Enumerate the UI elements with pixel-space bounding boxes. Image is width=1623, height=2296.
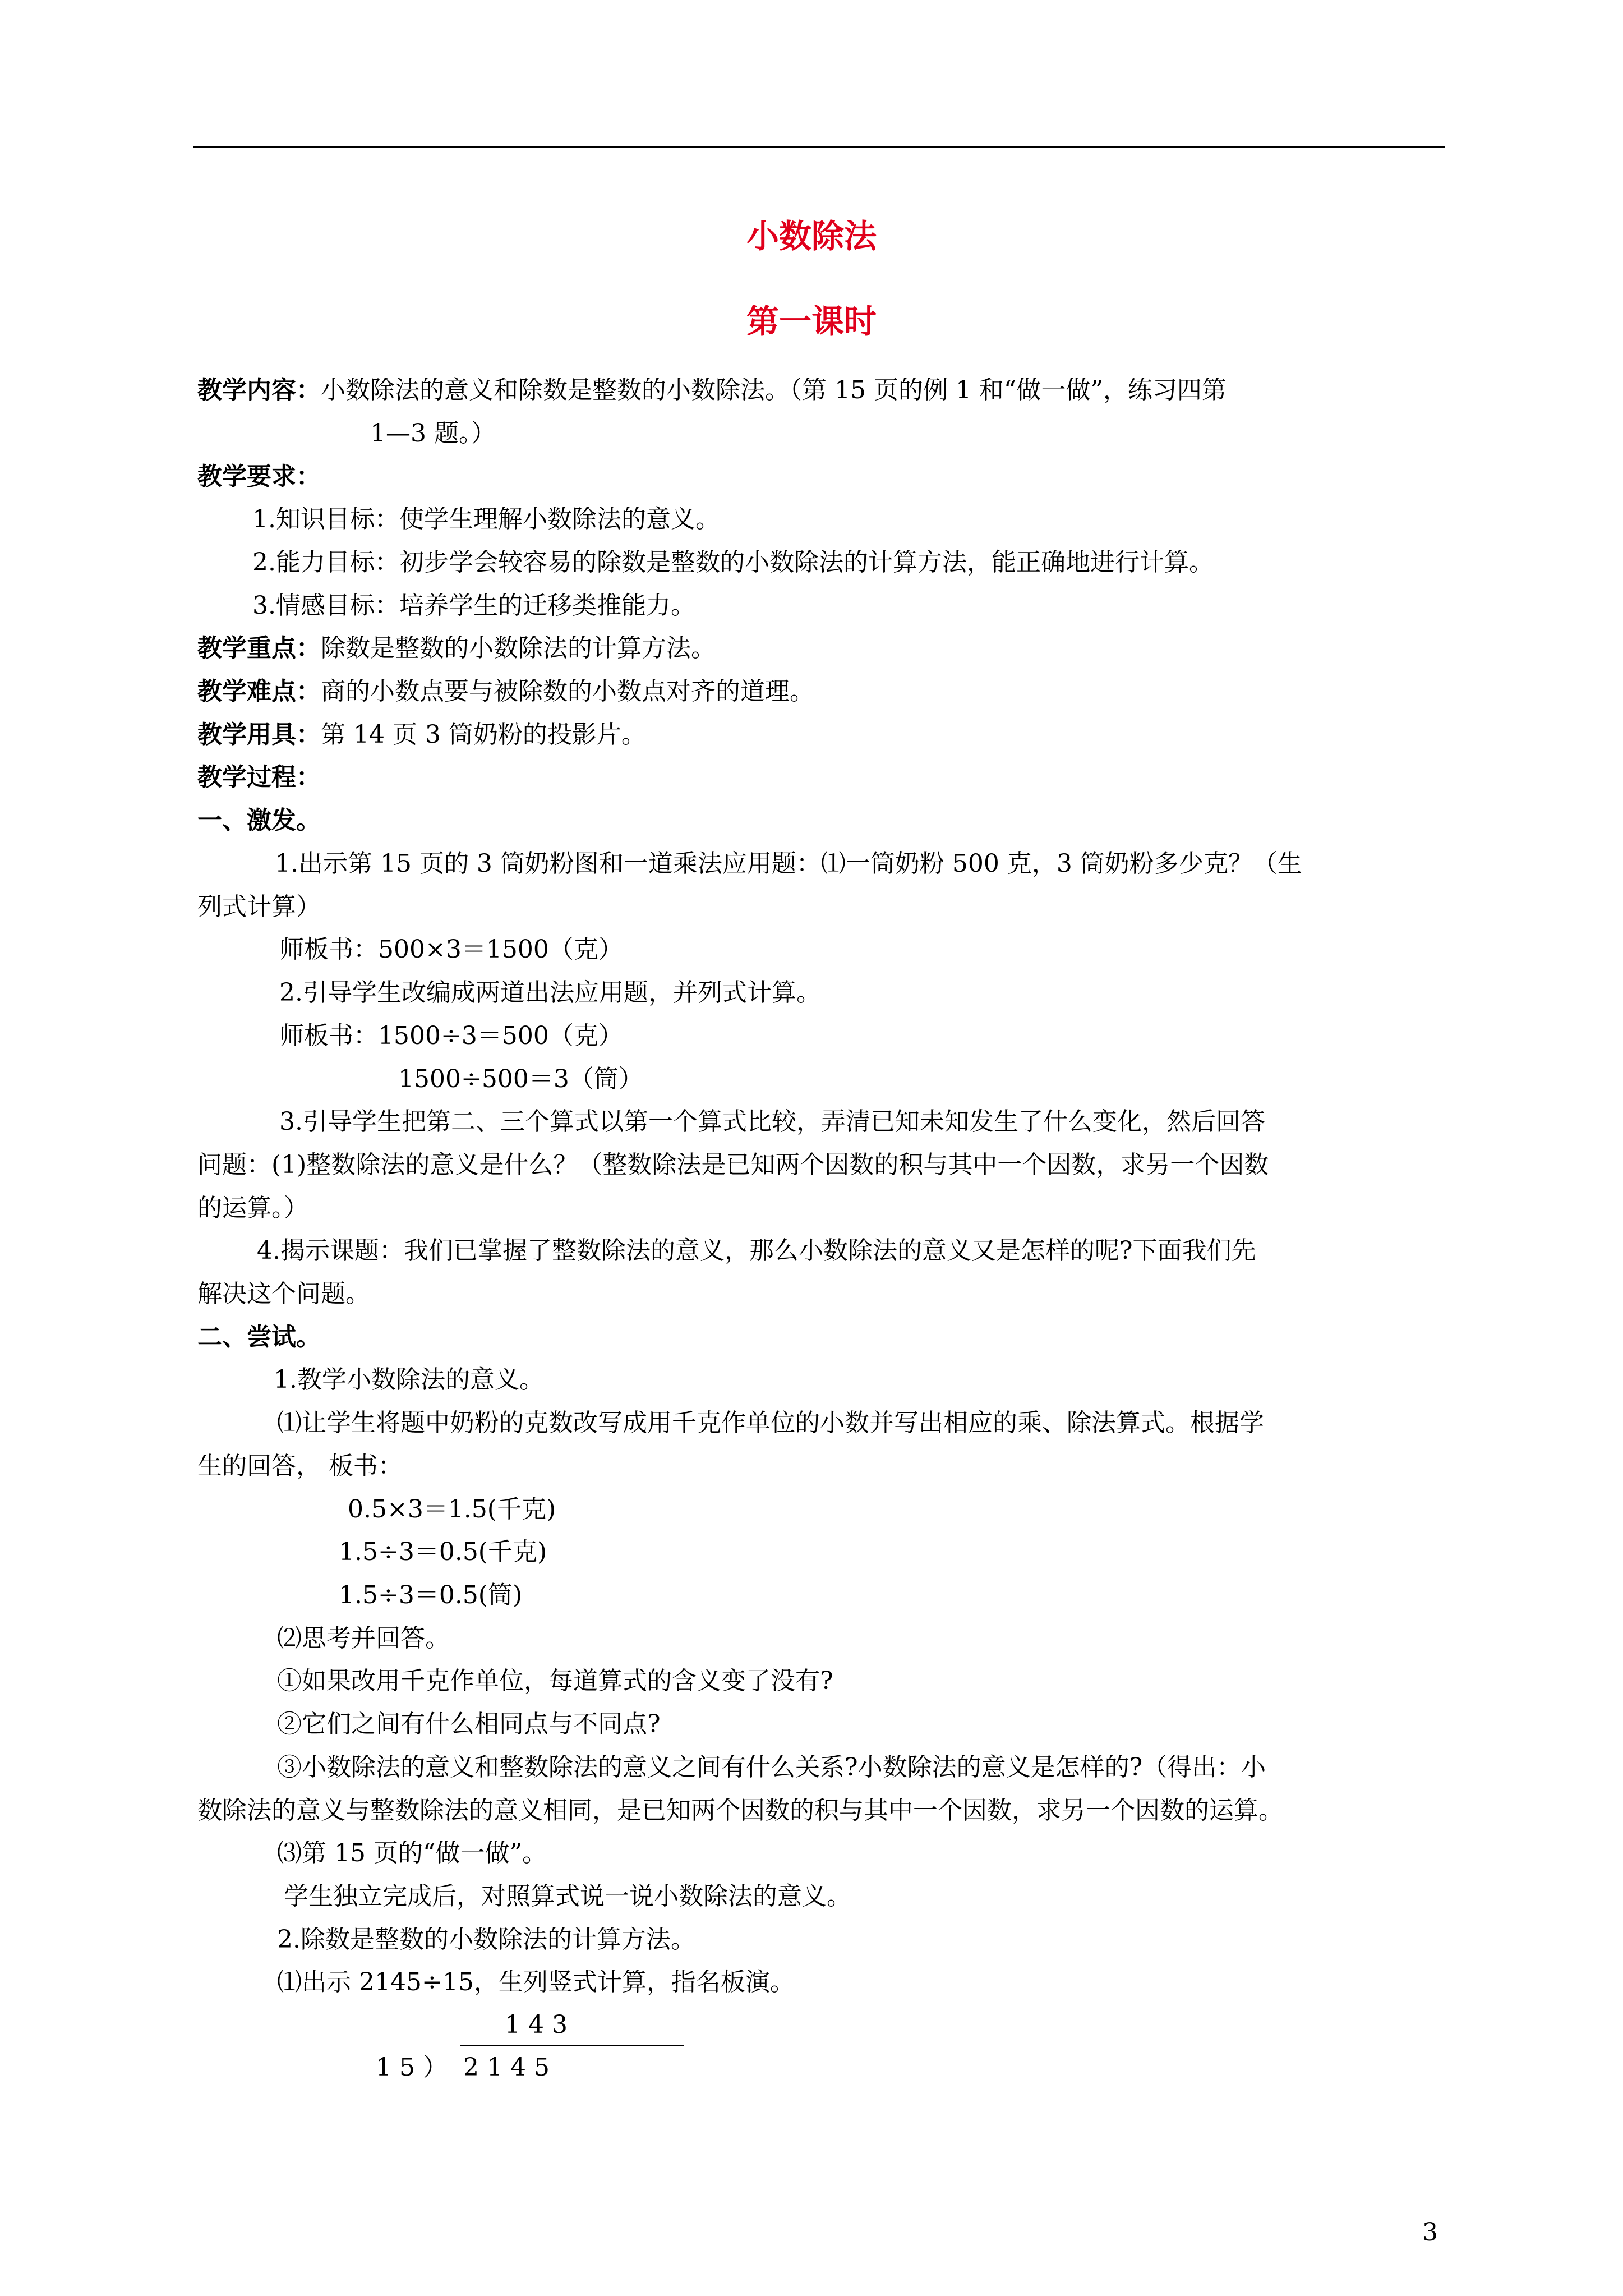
equation-line: 0.5×3＝1.5(千克) xyxy=(348,1495,556,1524)
difficulty-label: 教学难点： xyxy=(197,677,321,706)
paragraph-line: 列式计算） xyxy=(197,892,321,921)
requirement-item: 3.情感目标：培养学生的迁移类推能力。 xyxy=(252,591,695,620)
paragraph-line: 生的回答， 板书： xyxy=(197,1452,403,1480)
division-bar xyxy=(460,2045,684,2046)
paragraph-line: 学生独立完成后，对照算式说一说小数除法的意义。 xyxy=(284,1882,851,1911)
division-divisor: 1 5 ） xyxy=(376,2053,448,2082)
paragraph-line: ⑴出示 2145÷15，生列竖式计算，指名板演。 xyxy=(277,1968,795,1996)
paragraph-line: 3.引导学生把第二、三个算式以第一个算式比较，弄清已知未知发生了什么变化，然后回答 xyxy=(279,1107,1265,1136)
paragraph-line: 2.引导学生改编成两道出法应用题，并列式计算。 xyxy=(279,978,821,1007)
division-dividend: 2 1 4 5 xyxy=(463,2053,550,2082)
difficulty-row xyxy=(197,676,814,707)
lesson-subtitle: 第一课时 xyxy=(746,302,877,341)
paragraph-line: 数除法的意义与整数除法的意义相同，是已知两个因数的积与其中一个因数，求另一个因数的运算。 xyxy=(197,1796,1283,1825)
page-title: 小数除法 xyxy=(746,217,877,255)
content-row xyxy=(197,375,1227,406)
paragraph-line: 的运算。） xyxy=(197,1194,308,1222)
paragraph-line: ②它们之间有什么相同点与不同点? xyxy=(277,1710,661,1738)
paragraph-line: ⑴让学生将题中奶粉的克数改写成用千克作单位的小数并写出相应的乘、除法算式。根据学 xyxy=(277,1409,1264,1437)
paragraph-line: 问题：(1)整数除法的意义是什么？（整数除法是已知两个因数的积与其中一个因数，求另一个因数 xyxy=(197,1151,1269,1179)
paragraph-line: ①如果改用千克作单位，每道算式的含义变了没有? xyxy=(277,1667,833,1695)
paragraph-line: 1500÷500＝3（筒） xyxy=(398,1065,643,1093)
paragraph-line: ⑶第 15 页的“做一做”。 xyxy=(277,1839,547,1867)
page-number: 3 xyxy=(1422,2218,1438,2247)
section-heading: 一、激发。 xyxy=(197,806,321,835)
paragraph-line: ⑵思考并回答。 xyxy=(277,1624,450,1653)
content-text-cont: 1—3 题。） xyxy=(370,419,496,448)
key-point-row xyxy=(197,633,716,664)
key-point-text: 除数是整数的小数除法的计算方法。 xyxy=(321,634,716,662)
paragraph-line: 师板书：500×3＝1500（克） xyxy=(279,935,623,964)
paragraph-line: 师板书：1500÷3＝500（克） xyxy=(279,1022,623,1050)
content-label: 教学内容： xyxy=(197,376,321,404)
tools-text: 第 14 页 3 筒奶粉的投影片。 xyxy=(321,720,646,749)
paragraph-line: 1.教学小数除法的意义。 xyxy=(274,1365,544,1394)
paragraph-line: ③小数除法的意义和整数除法的意义之间有什么关系?小数除法的意义是怎样的?（得出：小 xyxy=(277,1753,1266,1782)
paragraph-line: 2.除数是整数的小数除法的计算方法。 xyxy=(277,1925,695,1954)
header-rule xyxy=(193,146,1445,148)
tools-row xyxy=(197,719,646,751)
requirements-label: 教学要求： xyxy=(197,462,321,491)
paragraph-line: 4.揭示课题：我们已掌握了整数除法的意义，那么小数除法的意义又是怎样的呢?下面我们先 xyxy=(257,1236,1256,1265)
tools-label: 教学用具： xyxy=(197,720,321,749)
requirement-item: 1.知识目标：使学生理解小数除法的意义。 xyxy=(252,505,720,533)
paragraph-line: 解决这个问题。 xyxy=(197,1280,370,1308)
requirement-item: 2.能力目标：初步学会较容易的除数是整数的小数除法的计算方法，能正确地进行计算。 xyxy=(252,548,1214,577)
section-heading: 二、尝试。 xyxy=(197,1323,321,1351)
equation-line: 1.5÷3＝0.5(千克) xyxy=(339,1538,547,1566)
division-quotient: 1 4 3 xyxy=(505,2010,568,2039)
content-text: 小数除法的意义和除数是整数的小数除法。（第 15 页的例 1 和“做一做”，练习四第 xyxy=(321,376,1227,404)
key-point-label: 教学重点： xyxy=(197,634,321,662)
difficulty-text: 商的小数点要与被除数的小数点对齐的道理。 xyxy=(321,677,814,706)
equation-line: 1.5÷3＝0.5(筒) xyxy=(339,1581,523,1609)
paragraph-line: 1.出示第 15 页的 3 筒奶粉图和一道乘法应用题：⑴一筒奶粉 500 克，3 筒奶粉多少克？（生 xyxy=(275,849,1302,878)
process-label: 教学过程： xyxy=(197,763,321,792)
